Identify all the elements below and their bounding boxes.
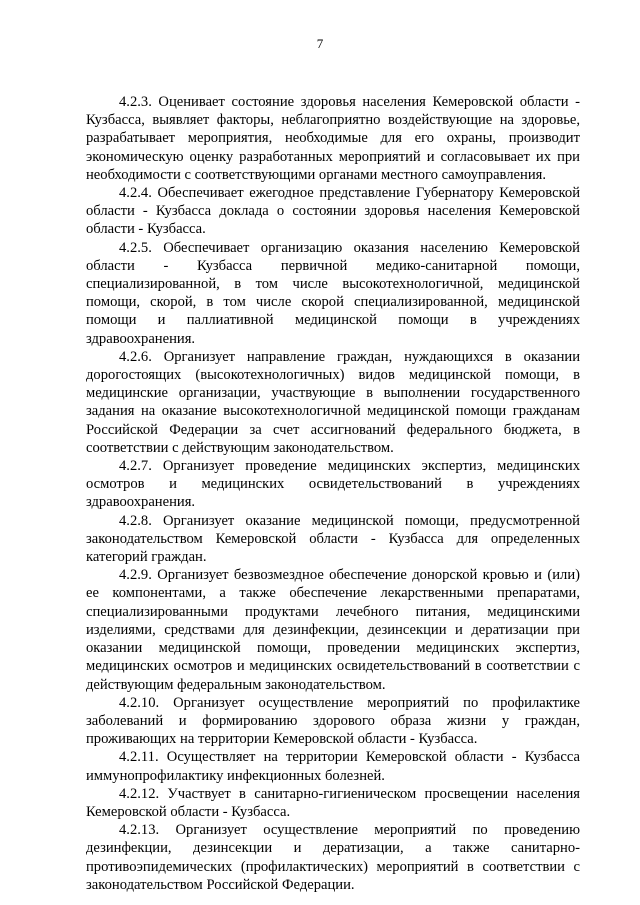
paragraph-4-2-4: 4.2.4. Обеспечивает ежегодное представление Губернатору Кемеровской области - Кузбасса доклада о состоянии здоровья населения Кемеровской области - Кузбасса. bbox=[86, 185, 580, 238]
paragraph-4-2-3: 4.2.3. Оценивает состояние здоровья населения Кемеровской области - Кузбасса, выявляет факторы, неблагоприятно воздействующие на здоровье, разрабатывает мероприятия, необходимые для его охраны, производит экономическую оценку разработанных мероприятий и согласовывает их при необходимости с соответствующими органами местного самоуправления. bbox=[86, 94, 580, 183]
paragraph-4-2-5: 4.2.5. Обеспечивает организацию оказания населению Кемеровской области - Кузбасса первичной медико-санитарной помощи, специализированной, в том числе высокотехнологичной, медицинской помощи, скорой, в том числе скорой специализированной, медицинской помощи и паллиативной медицинской помощи в учреждениях здравоохранения. bbox=[86, 239, 580, 347]
paragraph-4-2-10: 4.2.10. Организует осуществление мероприятий по профилактике заболеваний и формированию здорового образа жизни у граждан, проживающих на территории Кемеровской области - Кузбасса. bbox=[86, 694, 580, 748]
paragraph-4-2-7: 4.2.7. Организует проведение медицинских экспертиз, медицинских осмотров и медицинских освидетельствований в учреждениях здравоохранения. bbox=[86, 458, 580, 511]
page-number: 7 bbox=[316, 36, 324, 51]
paragraph-4-2-13: 4.2.13. Организует осуществление мероприятий по проведению дезинфекции, дезинсекции и дератизации, а также санитарно-противоэпидемических (профилактических) мероприятий в соответствии с законодательством Российской Федерации. bbox=[86, 822, 580, 893]
paragraph-4-2-6: 4.2.6. Организует направление граждан, нуждающихся в оказании дорогостоящих (высокотехнологичных) видов медицинской помощи, в медицинские организации, участвующие в выполнении государственного задания на оказание высокотехнологичной медицинской помощи гражданам Российской Федерации за счет ассигнований федерального бюджета, в соответствии с действующим законодательством. bbox=[86, 348, 580, 456]
paragraph-4-2-8: 4.2.8. Организует оказание медицинской помощи, предусмотренной законодательством Кемеровской области - Кузбасса для определенных категорий граждан. bbox=[86, 512, 580, 566]
document-body bbox=[86, 93, 580, 894]
paragraph-4-2-11: 4.2.11. Осуществляет на территории Кемеровской области - Кузбасса иммунопрофилактику инфекционных болезней. bbox=[86, 749, 580, 784]
paragraph-4-2-12: 4.2.12. Участвует в санитарно-гигиеническом просвещении населения Кемеровской области - Кузбасса. bbox=[86, 785, 580, 820]
paragraph-4-2-9: 4.2.9. Организует безвозмездное обеспечение донорской кровью и (или) ее компонентами, а также обеспечение лекарственными препаратами, специализированными продуктами лечебного питания, медицинскими изделиями, средствами для дезинфекции, дезинсекции и дератизации при оказании медицинской помощи, проведении медицинских экспертиз, медицинских осмотров и медицинских освидетельствований в соответствии с действующим федеральным законодательством. bbox=[86, 567, 580, 693]
